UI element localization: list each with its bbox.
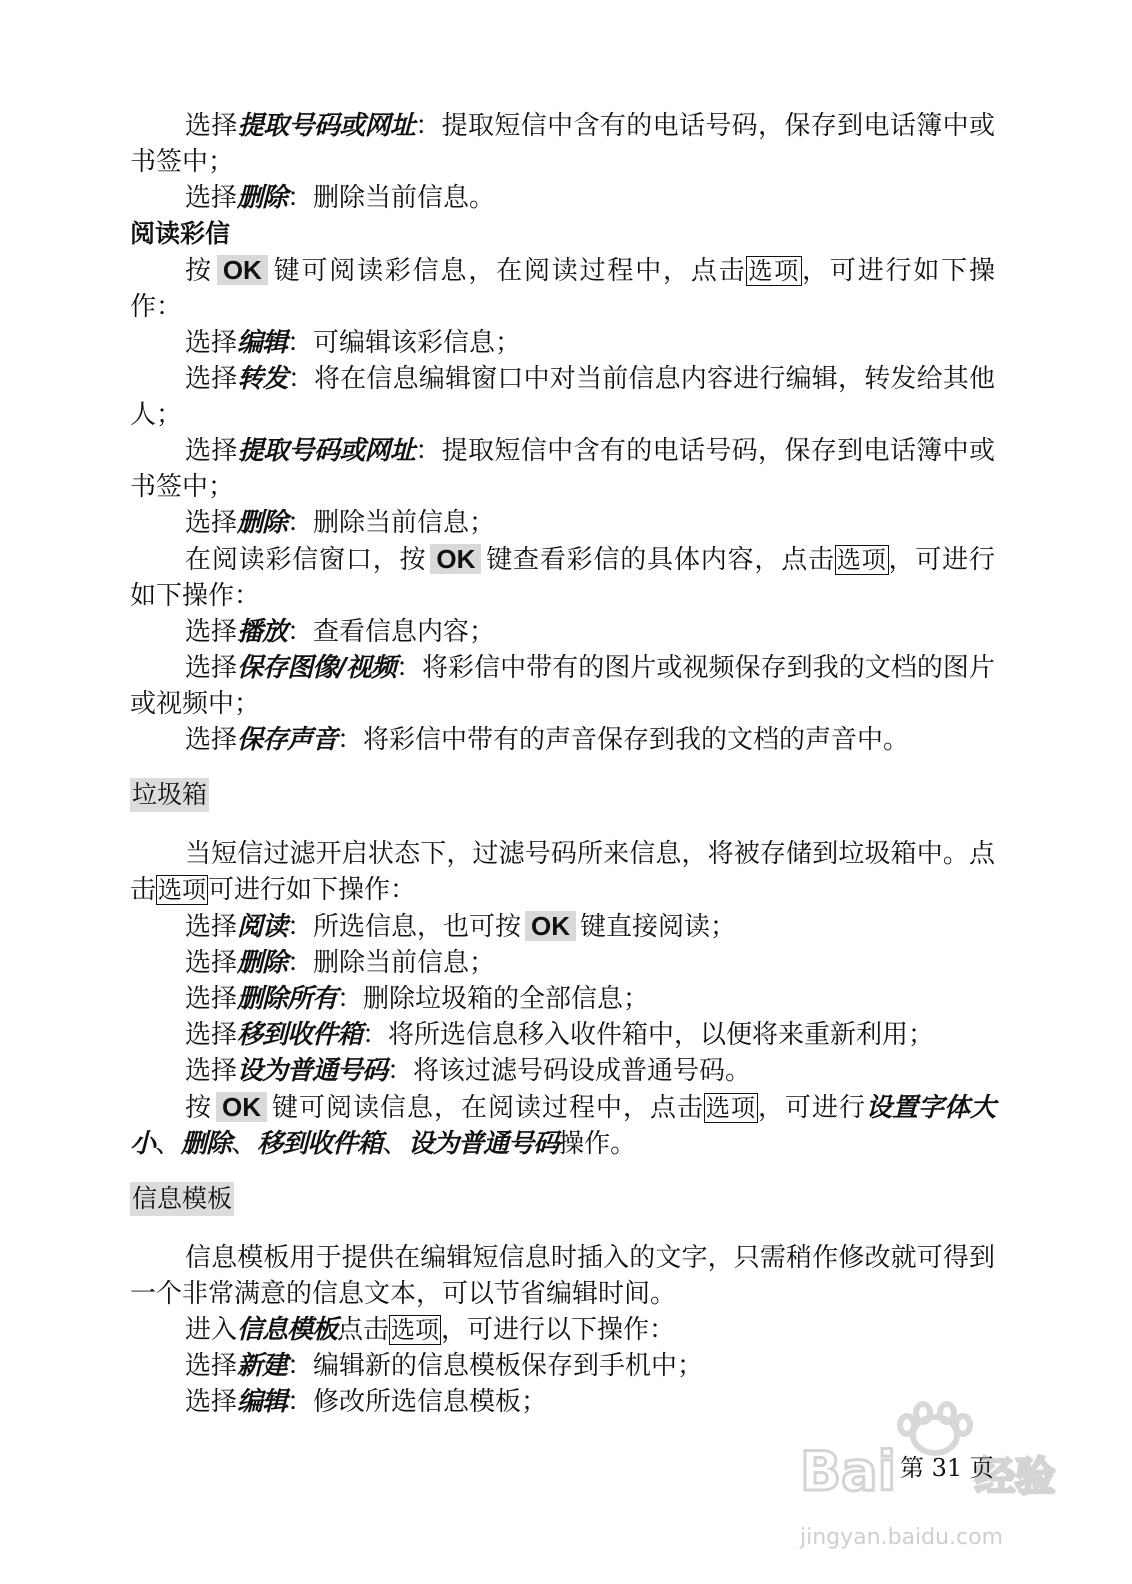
text-run: 、 bbox=[382, 1129, 409, 1159]
text-run: 选择 bbox=[185, 653, 238, 683]
text-run: 在阅读彩信窗口，按 bbox=[185, 545, 427, 575]
text-run: 键可阅读信息，在阅读过程中，点击 bbox=[271, 1093, 704, 1123]
text-run: 选择 bbox=[185, 948, 238, 978]
text-run: ：提取短信中含有的电话号码，保存到电话簿中或书签中； bbox=[130, 436, 995, 502]
menu-term: 编辑 bbox=[237, 1387, 288, 1417]
spacer bbox=[130, 812, 995, 836]
text-run: 可进行如下操作： bbox=[208, 875, 417, 905]
paragraph bbox=[130, 908, 995, 945]
paragraph bbox=[130, 1053, 995, 1089]
section-heading: 信息模板 bbox=[130, 1182, 234, 1216]
spacer bbox=[130, 1216, 995, 1240]
text-run: ：删除垃圾箱的全部信息； bbox=[337, 984, 650, 1014]
menu-term: 提取号码或网址 bbox=[237, 111, 416, 141]
text-run: 操作。 bbox=[558, 1129, 637, 1159]
text-run: ：编辑新的信息模板保存到手机中； bbox=[287, 1351, 704, 1381]
menu-term: 保存图像/视频 bbox=[237, 653, 396, 683]
options-softkey: 选项 bbox=[836, 546, 887, 574]
paragraph bbox=[130, 505, 995, 541]
text-run: 选择 bbox=[185, 111, 238, 141]
paragraph bbox=[130, 981, 995, 1017]
text-run: 选择 bbox=[185, 617, 238, 647]
text-run: 当短信过滤开启状态下，过滤号码所来信息，将被存储到垃圾箱中。点击 bbox=[130, 839, 995, 905]
paragraph bbox=[130, 1240, 995, 1312]
menu-term: 信息模板 bbox=[237, 1315, 338, 1345]
menu-term: 移到收件箱 bbox=[237, 1020, 363, 1050]
menu-term: 提取号码或网址 bbox=[237, 436, 416, 466]
text-run: 键直接阅读； bbox=[580, 912, 737, 942]
text-run: ，可进行如下操作： bbox=[130, 256, 995, 322]
text-run: ：所选信息，也可按 bbox=[287, 912, 522, 942]
menu-term: 新建 bbox=[237, 1351, 288, 1381]
text-run: 选择 bbox=[185, 328, 238, 358]
text-run: 按 bbox=[185, 1093, 212, 1123]
text-run: ：将彩信中带有的图片或视频保存到我的文档的图片或视频中； bbox=[130, 653, 995, 719]
text-run: ，可进行如下操作： bbox=[130, 545, 995, 611]
text-run: ：将该过滤号码设成普通号码。 bbox=[387, 1056, 752, 1086]
document-body bbox=[130, 108, 995, 1420]
paragraph bbox=[130, 722, 995, 758]
text-run: 选择 bbox=[185, 1351, 238, 1381]
menu-term: 删除 bbox=[181, 1129, 232, 1159]
text-run: 选择 bbox=[185, 508, 238, 538]
menu-term: 设为普通号码 bbox=[237, 1056, 388, 1086]
text-run: ：删除当前信息； bbox=[287, 508, 496, 538]
watermark-site-text: jingyan.baidu.com bbox=[800, 1525, 1004, 1550]
text-run: 选择 bbox=[185, 912, 238, 942]
section-heading: 垃圾箱 bbox=[130, 778, 209, 812]
paragraph bbox=[130, 1017, 995, 1053]
options-softkey: 选项 bbox=[748, 257, 801, 285]
ok-key: OK bbox=[217, 255, 268, 285]
text-run: 选择 bbox=[185, 1387, 238, 1417]
page-number: 第 31 页 bbox=[900, 1454, 994, 1482]
menu-term: 设为普通号码 bbox=[408, 1129, 559, 1159]
text-run: 按 bbox=[185, 256, 213, 286]
menu-term: 设置字体大小 bbox=[130, 1093, 995, 1159]
svg-text:Bai: Bai bbox=[800, 1440, 897, 1503]
text-run: ：删除当前信息。 bbox=[287, 183, 496, 213]
paragraph bbox=[130, 945, 995, 981]
text-run: ，可进行以下操作： bbox=[441, 1315, 676, 1345]
text-run: 键查看彩信的具体内容，点击 bbox=[485, 545, 835, 575]
menu-term: 移到收件箱 bbox=[257, 1129, 383, 1159]
menu-term: 删除 bbox=[237, 948, 288, 978]
paragraph bbox=[130, 1089, 995, 1162]
options-softkey: 选项 bbox=[705, 1094, 756, 1122]
menu-term: 删除 bbox=[237, 183, 288, 213]
paragraph bbox=[130, 325, 995, 361]
paragraph bbox=[130, 650, 995, 722]
menu-term: 阅读 bbox=[237, 912, 288, 942]
paragraph bbox=[130, 614, 995, 650]
text-run: ：删除当前信息； bbox=[287, 948, 496, 978]
text-run: 选择 bbox=[185, 1056, 238, 1086]
text-run: 选择 bbox=[185, 364, 238, 394]
text-run: 点击 bbox=[337, 1315, 390, 1345]
section-heading: 阅读彩信 bbox=[130, 219, 231, 248]
paragraph bbox=[130, 836, 995, 908]
menu-term: 转发 bbox=[237, 364, 288, 394]
text-run: 选择 bbox=[185, 725, 238, 755]
text-run: 选择 bbox=[185, 984, 238, 1014]
paragraph bbox=[130, 361, 995, 433]
options-softkey: 选项 bbox=[158, 876, 207, 904]
text-run: 、 bbox=[231, 1129, 258, 1159]
menu-term: 保存声音 bbox=[237, 725, 338, 755]
text-run: 进入 bbox=[185, 1315, 238, 1345]
menu-term: 删除 bbox=[237, 508, 288, 538]
ok-key: OK bbox=[430, 544, 481, 574]
text-run: 选择 bbox=[185, 436, 238, 466]
text-run: ：将在信息编辑窗口中对当前信息内容进行编辑，转发给其他人； bbox=[130, 364, 995, 430]
text-run: 选择 bbox=[185, 1020, 238, 1050]
text-run: ：修改所选信息模板； bbox=[287, 1387, 548, 1417]
paragraph bbox=[130, 108, 995, 180]
text-run: 信息模板用于提供在编辑短信息时插入的文字，只需稍作修改就可得到一个非常满意的信息文本，可以节省编辑时间。 bbox=[130, 1243, 995, 1309]
text-run: ：可编辑该彩信息； bbox=[287, 328, 522, 358]
text-run: ，可进行 bbox=[757, 1093, 866, 1123]
paragraph bbox=[130, 1312, 995, 1348]
menu-term: 播放 bbox=[237, 617, 288, 647]
paragraph bbox=[130, 433, 995, 505]
text-run: ：查看信息内容； bbox=[287, 617, 496, 647]
menu-term: 删除所有 bbox=[237, 984, 338, 1014]
menu-term: 编辑 bbox=[237, 328, 288, 358]
text-run: ：将所选信息移入收件箱中，以便将来重新利用； bbox=[362, 1020, 935, 1050]
svg-text:经验: 经验 bbox=[975, 1454, 1055, 1500]
text-run: 、 bbox=[155, 1129, 182, 1159]
text-run: 键可阅读彩信息，在阅读过程中，点击 bbox=[271, 256, 747, 286]
text-run: ：提取短信中含有的电话号码，保存到电话簿中或书签中； bbox=[130, 111, 995, 177]
text-run: 选择 bbox=[185, 183, 238, 213]
paragraph bbox=[130, 180, 995, 216]
ok-key: OK bbox=[525, 911, 576, 941]
paragraph bbox=[130, 252, 995, 325]
spacer bbox=[130, 1162, 995, 1182]
paragraph bbox=[130, 1348, 995, 1384]
ok-key: OK bbox=[216, 1092, 267, 1122]
options-softkey: 选项 bbox=[391, 1316, 440, 1344]
text-run: ：将彩信中带有的声音保存到我的文档的声音中。 bbox=[337, 725, 910, 755]
paragraph bbox=[130, 541, 995, 614]
spacer bbox=[130, 758, 995, 778]
